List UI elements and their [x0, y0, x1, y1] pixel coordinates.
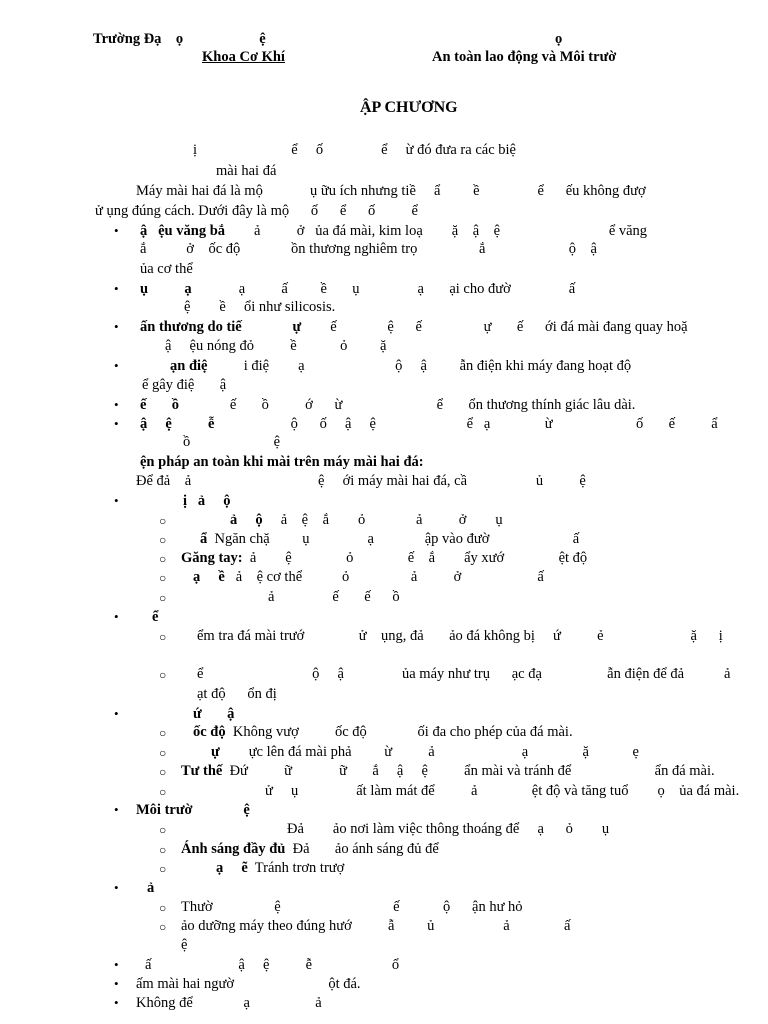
sub-bullet-icon: ○: [159, 765, 167, 779]
bullet-icon: •: [114, 995, 119, 1010]
bullet-icon: •: [114, 319, 119, 334]
bullet-icon: •: [114, 416, 119, 431]
sub-bullet-icon: ○: [159, 823, 167, 837]
hazard-continuation: ủa cơ thể: [140, 261, 193, 277]
group-item: [216, 859, 344, 877]
group-item-continuation: ạt độ ổn đị: [197, 686, 277, 702]
sub-bullet-icon: ○: [159, 514, 167, 528]
sub-bullet-icon: ○: [159, 726, 167, 740]
group-item-continuation: ệ: [181, 937, 188, 953]
subject-name: An toàn lao động và Môi trườ: [432, 49, 617, 65]
item-bold: Găng tay:: [181, 550, 243, 566]
group-item: ả ế ế ồ: [268, 589, 400, 605]
sub-bullet-icon: ○: [159, 668, 167, 682]
group-item: [181, 840, 439, 858]
sub-bullet-icon: ○: [159, 746, 167, 760]
sub-bullet-icon: ○: [159, 901, 167, 915]
hazard-bold: ậ ệ ễ: [140, 416, 215, 432]
hazard-item: [140, 280, 575, 298]
intro-line-1: Máy mài hai đá là mộ ụ ữu ích nhưng tiề ẩ ề ể ếu không đượ: [136, 183, 646, 199]
item-bold: ạ ẽ: [216, 860, 248, 876]
item-text: Đả ảo ánh sáng đủ để: [285, 841, 439, 857]
group-item: ảo dưỡng máy theo đúng hướ ẫ ủ ả ấ: [181, 918, 571, 934]
hazard-item: [170, 357, 631, 375]
sub-bullet-icon: ○: [159, 552, 167, 566]
group-label: ứ ậ: [193, 706, 235, 722]
item-text: Không vượ ốc độ ối đa cho phép của đá mài.: [225, 724, 573, 740]
item-text: Đứ ữ ữ ắ ậ ệ ẩn mài và tránh để ẩn đá mài.: [222, 763, 715, 779]
item-bold: ự: [211, 744, 220, 760]
hazard-bold: ạn điệ: [170, 358, 208, 374]
bullet-icon: •: [114, 976, 119, 991]
item-text: ả ệ ỏ ế ắ ẩy xướ ệt độ: [242, 550, 588, 566]
item-bold: Tư thế: [181, 763, 223, 779]
bullet-icon: •: [114, 609, 119, 624]
hazard-bold: ậ ệu văng bắ: [140, 223, 226, 239]
bullet-icon: •: [114, 706, 119, 721]
bullet-icon: •: [114, 802, 119, 817]
group-item: [211, 743, 639, 761]
group-item: [193, 568, 544, 586]
hazard-continuation: ắ ở ốc độ ồn thương nghiêm trọ ắ ộ ậ: [140, 241, 597, 257]
item-text: ả ệ cơ thể ỏ ả ở ấ: [224, 569, 544, 585]
sub-bullet-icon: ○: [159, 533, 167, 547]
sub-bullet-icon: ○: [159, 591, 167, 605]
page-title: ẬP CHƯƠNG: [360, 99, 458, 116]
hazard-item: [140, 318, 688, 336]
final-item: ấm mài hai ngườ ột đá.: [136, 976, 361, 992]
item-text: Ngăn chặ ụ ạ ập vào đườ ấ: [207, 531, 580, 547]
item-bold: ẩ: [200, 531, 208, 547]
bullet-icon: •: [114, 223, 119, 238]
hazard-bold: ế ồ: [140, 397, 180, 413]
group-label: Môi trườ ệ: [136, 802, 250, 818]
hazard-text: i điệ ạ ộ ậ ẫn điện khi máy đang hoạt độ: [207, 358, 632, 374]
bullet-icon: •: [114, 397, 119, 412]
item-text: ực lên đá mài phả ừ ả ạ ặ ẹ: [219, 744, 639, 760]
hazard-item: [140, 222, 647, 240]
group-item: ểm tra đá mài trướ ử ụng, đả ảo đá không bị ứ ẻ ặ ị: [197, 628, 723, 644]
group-item: Thườ ệ ế ộ ận hư hỏ: [181, 899, 523, 915]
group-item: ử ụ ất làm mát để ả ệt độ và tăng tuổ ọ ủa đá mài.: [265, 783, 740, 799]
hazard-item: [140, 396, 635, 414]
question-line-2: mài hai đá: [216, 163, 277, 179]
hazard-text: ế ồ ớ ừ ể ổn thương thính giác lâu dài.: [179, 397, 636, 413]
measures-intro: Để đả ả ệ ới máy mài hai đá, cầ ủ ệ: [136, 473, 586, 489]
item-text: Tránh trơn trượ: [247, 860, 345, 876]
school-name-right: ọ: [555, 31, 563, 47]
item-text: ả ệ ắ ỏ ả ở ụ: [262, 512, 503, 528]
group-item: [200, 530, 579, 548]
sub-bullet-icon: ○: [159, 920, 167, 934]
group-item: Đả ảo nơi làm việc thông thoáng để ạ ỏ ụ: [287, 821, 610, 837]
item-bold: ốc độ: [193, 724, 226, 740]
school-name: Trường Đạ ọ ệ: [93, 31, 266, 47]
hazard-text: ạ ấ ề ụ ạ ại cho đườ ấ: [191, 281, 576, 297]
item-bold: ạ ề: [193, 569, 225, 585]
hazard-item: [140, 415, 718, 433]
group-item: [181, 762, 715, 780]
group-item: ể ộ ậ ủa máy như trụ ạc đạ ẫn điện để đả ả: [197, 666, 731, 682]
group-item: [193, 723, 573, 741]
group-label: ị ả ộ: [183, 493, 231, 509]
faculty-name: Khoa Cơ Khí: [202, 49, 285, 65]
final-item: ấ ậ ệ ễ ổ: [145, 957, 400, 973]
hazard-continuation: ệ ề ổi như silicosis.: [184, 299, 336, 315]
question-line-1: ị ể ố ể ừ đó đưa ra các biệ: [193, 142, 516, 158]
bullet-icon: •: [114, 880, 119, 895]
sub-bullet-icon: ○: [159, 843, 167, 857]
intro-line-2: ử ụng đúng cách. Dưới đây là mộ ố ể ố ể: [95, 203, 418, 219]
hazard-continuation: ồ ệ: [183, 434, 281, 450]
sub-bullet-icon: ○: [159, 571, 167, 585]
hazard-bold: ụ ạ: [140, 281, 192, 297]
sub-bullet-icon: ○: [159, 630, 167, 644]
measures-heading: ện pháp an toàn khi mài trên máy mài hai đá:: [140, 454, 424, 470]
bullet-icon: •: [114, 358, 119, 373]
bullet-icon: •: [114, 281, 119, 296]
item-bold: ả ộ: [230, 512, 263, 528]
hazard-text: ả ở ủa đá mài, kim loạ ặ ậ ệ ể văng: [225, 223, 648, 239]
bullet-icon: •: [114, 493, 119, 508]
hazard-continuation: ậ ệu nóng đỏ ề ỏ ặ: [165, 338, 387, 354]
sub-bullet-icon: ○: [159, 785, 167, 799]
group-item: [230, 511, 503, 529]
item-bold: Ánh sáng đầy đủ: [181, 841, 286, 857]
bullet-icon: •: [114, 957, 119, 972]
hazard-text: ộ ố ậ ệ ể ạ ừ ố ế ẩ: [214, 416, 718, 432]
final-item: Không để ạ ả: [136, 995, 322, 1011]
group-label: ể: [152, 609, 159, 625]
hazard-bold: ấn thương do tiế ự: [140, 319, 302, 335]
group-item: [181, 549, 587, 567]
hazard-continuation: ể gây điệ ậ: [142, 377, 227, 393]
sub-bullet-icon: ○: [159, 862, 167, 876]
hazard-text: ế ệ ế ự ế ới đá mài đang quay hoặ: [301, 319, 688, 335]
group-label: ả: [147, 880, 155, 896]
